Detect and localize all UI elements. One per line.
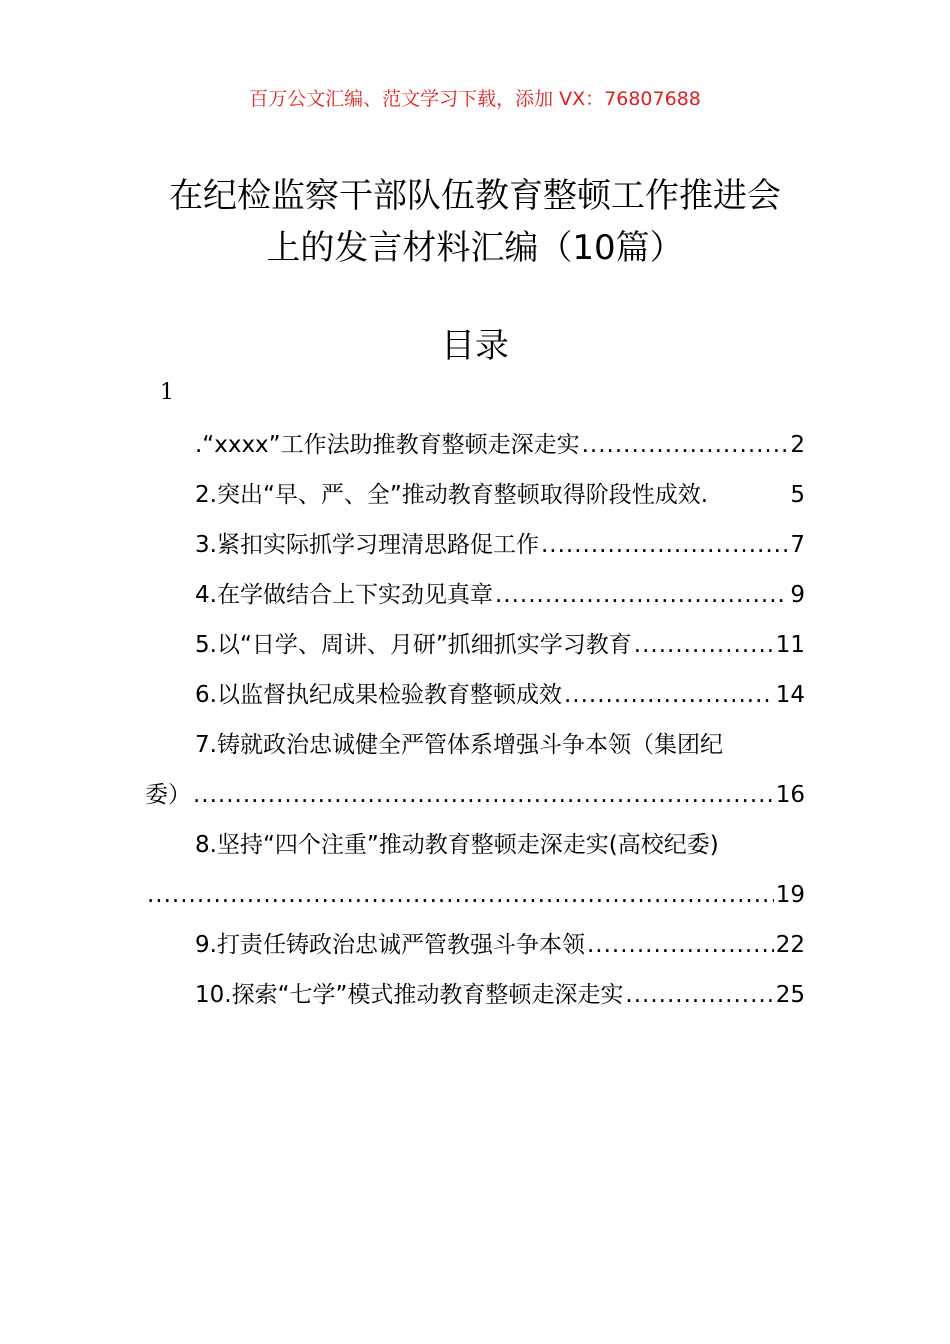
toc-entry-label: 8.坚持“四个注重”推动教育整顿走深走实(高校纪委) bbox=[195, 832, 719, 858]
toc-entry-4[interactable] bbox=[145, 570, 805, 620]
toc-entry-page: 2 bbox=[790, 432, 805, 458]
page-marker: 1 bbox=[160, 380, 174, 405]
toc-entry-label: 10.探索“七学”模式推动教育整顿走深走实 bbox=[195, 982, 624, 1008]
toc-leader-dots bbox=[582, 420, 789, 470]
toc-entry-page: 25 bbox=[775, 982, 805, 1008]
toc-entry-page: 11 bbox=[775, 632, 805, 658]
toc-leader-dots bbox=[701, 470, 791, 520]
toc-entry-5[interactable] bbox=[145, 620, 805, 670]
toc-entry-label: 5.以“日学、周讲、月研”抓细抓实学习教育 bbox=[195, 632, 632, 658]
toc-leader-dots bbox=[495, 570, 788, 620]
toc-entry-label-continued: 委） bbox=[145, 782, 191, 808]
toc-entry-label: 9.打责任铸政治忠诚严管教强斗争本领 bbox=[195, 932, 585, 958]
toc-leader-dots bbox=[587, 920, 774, 970]
toc-leader-dots bbox=[193, 770, 774, 820]
toc-entry-page: 22 bbox=[775, 932, 805, 958]
toc-entry-label: 7.铸就政治忠诚健全严管体系增强斗争本领（集团纪 bbox=[195, 732, 723, 758]
toc-entry-6[interactable] bbox=[145, 670, 805, 720]
toc-entry-label: .“xxxx”工作法助推教育整顿走深走实 bbox=[195, 432, 580, 458]
toc-entry-10[interactable] bbox=[145, 970, 805, 1020]
document-title bbox=[60, 170, 890, 274]
toc-entry-page: 19 bbox=[775, 882, 805, 908]
title-line-2: 上的发言材料汇编（10篇） bbox=[266, 228, 684, 268]
header-banner: 百万公文汇编、范文学习下载，添加 VX：76807688 bbox=[249, 88, 701, 110]
toc-entry-2[interactable] bbox=[145, 470, 805, 520]
toc-entry-8[interactable] bbox=[145, 820, 805, 870]
toc-leader-dots bbox=[634, 620, 774, 670]
toc-entry-3[interactable] bbox=[145, 520, 805, 570]
title-line-1: 在纪检监察干部队伍教育整顿工作推进会 bbox=[169, 176, 781, 216]
toc-entry-label: 4.在学做结合上下实劲见真章 bbox=[195, 582, 493, 608]
toc-entry-8-continued[interactable] bbox=[145, 870, 805, 920]
toc-entry-label: 2.突出“早、严、全”推动教育整顿取得阶段性成效 bbox=[195, 482, 701, 508]
toc-leader-dots bbox=[564, 670, 774, 720]
toc-entry-page: 5 bbox=[790, 482, 805, 508]
toc-entry-label: 3.紧扣实际抓学习理清思路促工作 bbox=[195, 532, 539, 558]
toc-leader-dots bbox=[541, 520, 788, 570]
toc-heading: 目录 bbox=[441, 326, 509, 366]
toc-entry-page: 14 bbox=[775, 682, 805, 708]
toc-entry-9[interactable] bbox=[145, 920, 805, 970]
toc-leader-dots bbox=[625, 970, 773, 1020]
table-of-contents bbox=[145, 420, 805, 1020]
toc-entry-7[interactable] bbox=[145, 720, 805, 770]
toc-entry-page: 16 bbox=[775, 782, 805, 808]
toc-entry-page: 9 bbox=[790, 582, 805, 608]
toc-entry-page: 7 bbox=[790, 532, 805, 558]
toc-entry-7-continued[interactable] bbox=[145, 770, 805, 820]
toc-entry-1[interactable] bbox=[145, 420, 805, 470]
toc-entry-label: 6.以监督执纪成果检验教育整顿成效 bbox=[195, 682, 562, 708]
toc-leader-dots bbox=[147, 870, 774, 920]
